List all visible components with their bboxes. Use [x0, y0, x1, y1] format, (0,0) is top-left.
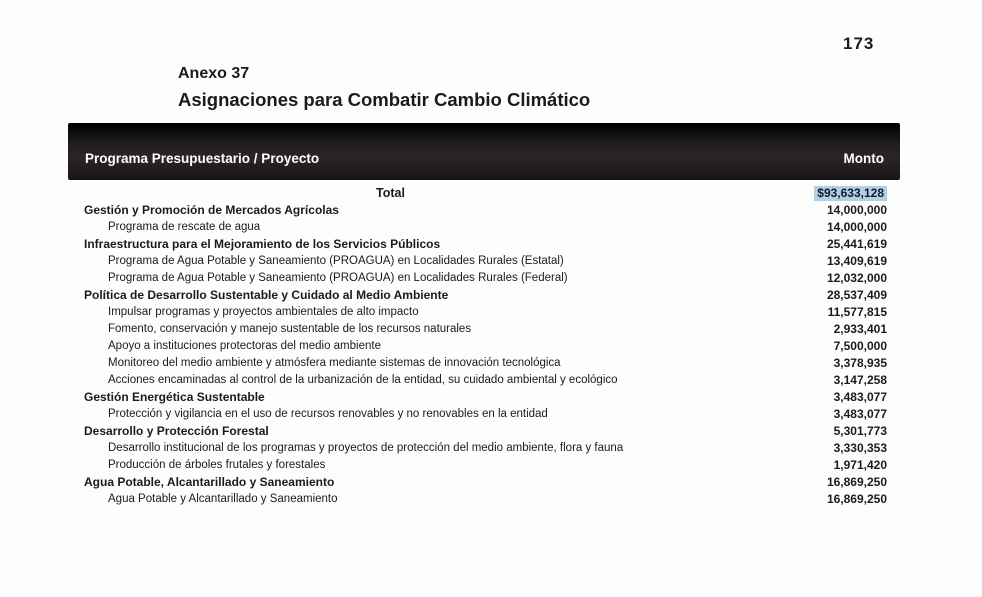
amount-value: 7,500,000 — [833, 339, 887, 353]
project-label: Desarrollo institucional de los programas y proyectos de protección del medio ambiente, flora y fauna — [108, 442, 624, 454]
project-label: Protección y vigilancia en el uso de recursos renovables y no renovables en la entidad — [108, 408, 548, 420]
project-label: Impulsar programas y proyectos ambientales de alto impacto — [108, 306, 419, 318]
page-number: 173 — [843, 34, 875, 53]
table-row — [68, 355, 900, 372]
project-label: Monitoreo del medio ambiente y atmósfera mediante sistemas de innovación tecnológica — [108, 357, 561, 369]
document-header — [178, 64, 590, 113]
page-title: Asignaciones para Combatir Cambio Climático — [178, 89, 591, 110]
project-label: Acciones encaminadas al control de la urbanización de la entidad, su cuidado ambiental y ecológico — [108, 374, 618, 386]
project-label: Fomento, conservación y manejo sustentable de los recursos naturales — [108, 323, 472, 335]
table-row — [68, 287, 900, 304]
table-row — [68, 406, 900, 423]
total-row — [68, 184, 900, 202]
table-row — [68, 491, 900, 508]
program-label: Agua Potable, Alcantarillado y Saneamiento — [84, 475, 335, 489]
amount-value: 3,483,077 — [833, 407, 887, 421]
amount-value: 16,869,250 — [826, 492, 887, 506]
total-amount-cell — [713, 184, 900, 202]
program-label: Política de Desarrollo Sustentable y Cuidado al Medio Ambiente — [84, 288, 449, 302]
table-row — [68, 389, 900, 406]
table-row — [68, 474, 900, 491]
amount-value: 12,032,000 — [826, 271, 887, 285]
project-label: Producción de árboles frutales y forestales — [108, 459, 326, 471]
table-body — [68, 202, 900, 508]
table-row — [68, 304, 900, 321]
program-label: Gestión y Promoción de Mercados Agrícolas — [84, 203, 339, 217]
table-header-bar — [68, 123, 900, 180]
total-label: Total — [376, 186, 405, 200]
project-label: Programa de rescate de agua — [108, 221, 261, 233]
program-label: Desarrollo y Protección Forestal — [84, 424, 269, 438]
amount-value: 3,147,258 — [833, 373, 887, 387]
table-row — [68, 270, 900, 287]
column-header-program: Programa Presupuestario / Proyecto — [85, 150, 320, 166]
table-row — [68, 338, 900, 355]
project-label: Agua Potable y Alcantarillado y Saneamiento — [108, 493, 338, 505]
amount-value: 3,483,077 — [833, 390, 887, 404]
table-row — [68, 219, 900, 236]
amount-value: 28,537,409 — [826, 288, 887, 302]
table-row — [68, 372, 900, 389]
program-label: Infraestructura para el Mejoramiento de los Servicios Públicos — [84, 237, 441, 251]
amount-value: 14,000,000 — [826, 203, 887, 217]
amount-value: 16,869,250 — [826, 475, 887, 489]
amount-value: 5,301,773 — [833, 424, 887, 438]
amount-value: 3,378,935 — [833, 356, 887, 370]
table-row — [68, 202, 900, 219]
annex-label: Anexo 37 — [178, 65, 250, 82]
table-row — [68, 440, 900, 457]
amount-value: 11,577,815 — [827, 305, 887, 319]
budget-table — [68, 184, 900, 508]
amount-value: 13,409,619 — [826, 254, 887, 268]
amount-value: 25,441,619 — [826, 237, 887, 251]
table-row — [68, 253, 900, 270]
amount-value: 14,000,000 — [826, 220, 887, 234]
project-label: Programa de Agua Potable y Saneamiento (PROAGUA) en Localidades Rurales (Federal) — [108, 272, 568, 284]
project-label: Apoyo a instituciones protectoras del medio ambiente — [108, 340, 381, 352]
amount-value: 3,330,353 — [833, 441, 887, 455]
project-label: Programa de Agua Potable y Saneamiento (PROAGUA) en Localidades Rurales (Estatal) — [108, 255, 564, 267]
table-row — [68, 236, 900, 253]
total-amount: $93,633,128 — [814, 186, 887, 201]
table-row — [68, 321, 900, 338]
amount-value: 1,971,420 — [833, 458, 887, 472]
program-label: Gestión Energética Sustentable — [84, 390, 265, 404]
table-row — [68, 423, 900, 440]
column-header-amount: Monto — [843, 150, 884, 166]
amount-value: 2,933,401 — [833, 322, 887, 336]
table-row — [68, 457, 900, 474]
